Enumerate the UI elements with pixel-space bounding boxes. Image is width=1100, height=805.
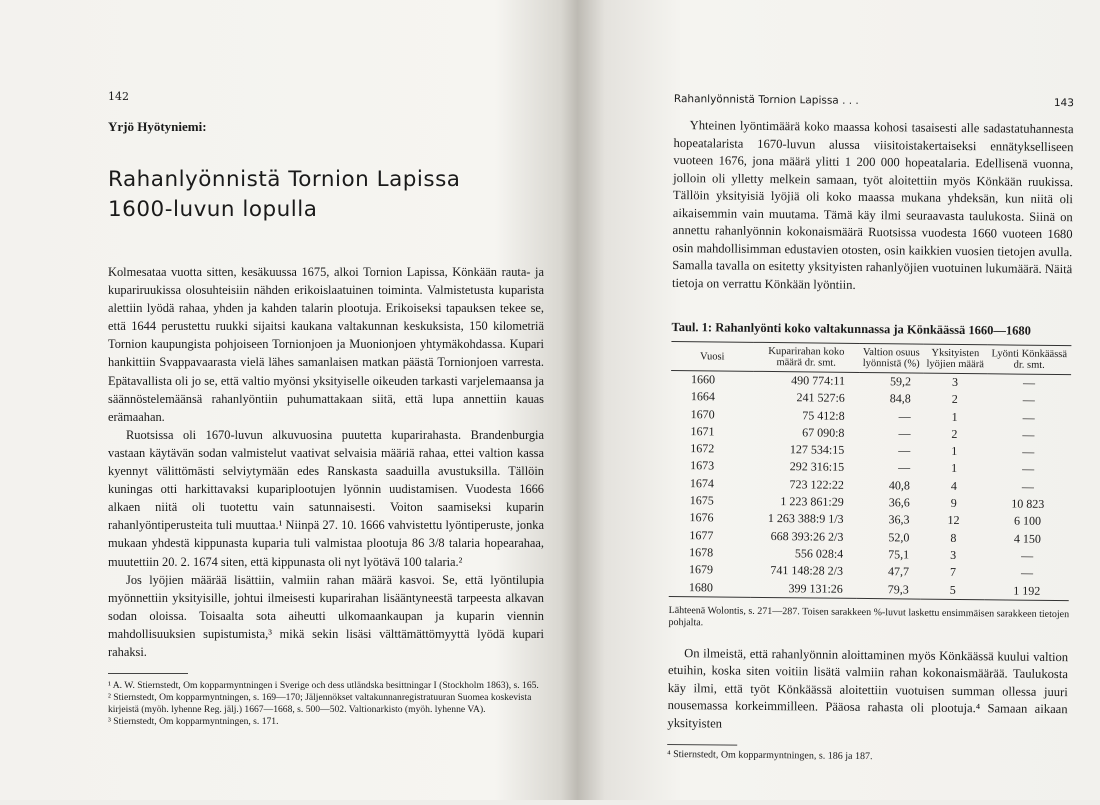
cell-year: 1672 bbox=[690, 441, 715, 456]
cell-private-minters: 2 bbox=[951, 392, 958, 407]
cell-konkaa-minting: — bbox=[1020, 565, 1034, 581]
article-title bbox=[108, 165, 575, 225]
cell-year: 1680 bbox=[669, 579, 751, 598]
paragraph: Ruotsissa oli 1670-luvun alkuvuosina puutetta kuparirahasta. Brandenburgia vastaan käytävän sodan valmistelut vaativat selvaisia määriä rahaa, ettei valtion kassa kyennyt välittömästi selviytymään edes Ranskasta saaduilla avustuksilla. Tällöin kuningas otti harkittavaksi kupariplootujen lyönnin uudistamisen. Vuodesta 1666 alkaen niitä oli tuotettu vain satunnaisesti. Voiton saamiseksi kuparin rahanlyöntiperusteita tuli muuttaa.¹ Niinpä 27. 10. 1666 vahvistettu lyöntiperuste, jonka mukaan yhdestä kippunasta kuparia tuli valmistaa plootuja 86 3/8 talaria hopearahaa, muutettiin 20. 2. 1674 siten, että kippunasta oli nyt lyötävä 100 talaria.² bbox=[108, 427, 544, 569]
cell-konkaa-minting: — bbox=[1022, 462, 1035, 477]
cell-total-amount: 556 028:4 bbox=[794, 546, 844, 561]
cell-state-share: 36,6 bbox=[888, 495, 910, 510]
table-caption: Taul. 1: Rahanlyönti koko valtakunnassa ja Könkäässä 1660—1680 bbox=[671, 319, 1032, 338]
cell-konkaa-minting: — bbox=[1021, 479, 1035, 494]
table-header-row bbox=[671, 341, 1071, 374]
cell-year: 1675 bbox=[689, 493, 714, 508]
title-line-2: 1600-luvun lopulla bbox=[108, 197, 318, 222]
right-body-text-2 bbox=[667, 645, 1068, 737]
running-head: Rahanlyönnistä Tornion Lapissa . . . bbox=[673, 92, 859, 107]
cell-private-minters: 3 bbox=[950, 547, 957, 562]
header-total-amount: Kuparirahan koko määrä dr. smt. bbox=[753, 342, 859, 372]
left-body-text bbox=[108, 263, 544, 661]
cell-private-minters: 1 bbox=[951, 461, 958, 476]
cell-year: 1678 bbox=[689, 545, 714, 560]
cell-total-amount: 399 131:26 bbox=[751, 579, 857, 598]
cell-state-share: 52,0 bbox=[888, 529, 910, 545]
cell-state-share: — bbox=[898, 426, 911, 441]
footnote-divider bbox=[108, 673, 188, 674]
cell-private-minters: 8 bbox=[950, 530, 957, 545]
cell-private-minters: 4 bbox=[950, 478, 958, 493]
cell-state-share: — bbox=[898, 408, 911, 424]
cell-year: 1673 bbox=[690, 458, 715, 473]
cell-year: 1674 bbox=[689, 475, 715, 491]
cell-state-share: 59,2 bbox=[889, 374, 912, 389]
cell-konkaa-minting: 6 100 bbox=[1013, 513, 1042, 529]
cell-total-amount: 241 527:6 bbox=[796, 390, 845, 406]
cell-state-share: 36,3 bbox=[888, 512, 910, 527]
cell-state-share: 47,7 bbox=[887, 564, 910, 579]
paragraph: On ilmeistä, että rahanlyönnin aloittaminen myös Könkäässä kuului valtion etuihin, koska siten voitiin lisätä valmiin rahan kokonaismäärää. Taulukosta käy ilmi, että työt Könkäässä aloitettiin vuotuisen summan ollessa juuri nousemassa korkeimmilleen. Pääosa rahasta oli plootuja.⁴ Samaan aikaan yksityisten bbox=[667, 645, 1069, 731]
table-row bbox=[669, 579, 1069, 601]
paragraph: Jos lyöjien määrää lisättiin, valmiin rahan määrä kasvoi. Se, että lyöntilupia myönnettiin yksityisille, johtui ilmeisesti kuparirahan lisääntyneestä tarpeesta alkavan sodan oloissa. Toisaalta sota aiheutti ulkomaankaupan ja kuparin viennin mahdollisuuksien supistumista,³ mikä sekin lisäsi välttämättömyyttä lyödä kupari rahaksi. bbox=[108, 572, 544, 659]
cell-konkaa-minting: — bbox=[1022, 392, 1035, 408]
footnote: ² Stiernstedt, Om kopparmyntningen, s. 169—170; Jäljennökset valtakunnanregistratuuran Suomea koskevista kirjeistä (myöh. lyhenne Reg. jälj.) 1667—1668, s. 500—502. Valtionarkisto (myöh. lyhenne VA). bbox=[108, 692, 532, 715]
cell-state-share: 75,1 bbox=[888, 547, 910, 562]
cell-year: 1660 bbox=[690, 372, 716, 387]
cell-private-minters: 1 bbox=[951, 409, 958, 424]
right-header bbox=[674, 93, 1074, 109]
cell-total-amount: 668 393:26 2/3 bbox=[770, 528, 844, 544]
cell-konkaa-minting: — bbox=[1021, 548, 1034, 563]
cell-total-amount: 490 774:11 bbox=[791, 373, 846, 388]
footnote-divider bbox=[667, 744, 737, 746]
cell-konkaa-minting: 10 823 bbox=[1011, 496, 1045, 511]
cell-total-amount: 723 122:22 bbox=[789, 477, 845, 492]
cell-private-minters: 5 bbox=[921, 581, 985, 599]
cell-total-amount: 75 412:8 bbox=[802, 407, 845, 423]
cell-year: 1670 bbox=[690, 406, 715, 422]
cell-private-minters: 12 bbox=[947, 513, 960, 528]
cell-state-share: — bbox=[898, 443, 911, 458]
cell-state-share: 40,8 bbox=[888, 478, 911, 493]
cell-year: 1677 bbox=[689, 527, 714, 543]
right-body-text bbox=[672, 117, 1074, 296]
cell-total-amount: 127 534:15 bbox=[789, 442, 845, 457]
cell-year: 1679 bbox=[688, 562, 714, 577]
cell-year: 1676 bbox=[689, 510, 714, 525]
cell-state-share: — bbox=[898, 460, 911, 475]
cell-total-amount: 1 263 388:9 1/3 bbox=[767, 511, 844, 527]
cell-total-amount: 67 090:8 bbox=[802, 425, 845, 440]
cell-year: 1671 bbox=[690, 424, 715, 439]
cell-konkaa-minting: — bbox=[1022, 427, 1035, 442]
author-name: Yrjö Hyötyniemi: bbox=[108, 119, 207, 134]
cell-private-minters: 9 bbox=[950, 495, 957, 511]
cell-konkaa-minting: 4 150 bbox=[1013, 531, 1041, 546]
header-private-minters: Yksityisten lyöjien määrä bbox=[923, 344, 987, 374]
cell-konkaa-minting: — bbox=[1022, 375, 1036, 390]
cell-total-amount: 741 148:28 2/3 bbox=[770, 563, 844, 579]
header-year: Vuosi bbox=[671, 341, 753, 371]
footnote: ³ Stiernstedt, Om kopparmyntningen, s. 171. bbox=[108, 716, 279, 728]
title-line-1: Rahanlyönnistä Tornion Lapissa bbox=[108, 167, 461, 192]
cell-state-share: 84,8 bbox=[889, 391, 911, 406]
cell-year: 1664 bbox=[690, 389, 715, 404]
paragraph: Kolmesataa vuotta sitten, kesäkuussa 1675, alkoi Tornion Lapissa, Könkään rauta- ja kupariruukissa olosuhteisiin nähden erikoislaatuinen toiminta. Valmistetusta kuparista alettiin lyödä rahaa, yhden ja kahden talarin plootuja. Erikoiseksi tapauksen tekee se, että 1644 perustettu ruukki sijaitsi kaukana valtakunnan keskuksista, 150 kilometriä Tornion kaupungista pohjoiseen Tornionjoen ja Muonionjoen yhtymäkohdassa. Kupari hankittiin Svappavaarasta vielä lähes samanlaisen matkan päästä Tornionjoen varresta. Epätavallista oli jo se, että valtio myönsi yksityiselle oikeuden tarkasti varjelemaansa ja säännöstelemäänsä rahanlyöntiin puhumattakaan siitä, että lupa annettiin kauas erämaahan. bbox=[108, 265, 544, 424]
paragraph: Yhteinen lyöntimäärä koko maassa kohosi tasaisesti alle sadastatuhannesta hopeatalarista 1670-luvun alussa viisitoistakertaiseksi ennätykselliseen vuoteen 1676, jona määrä ylitti 1 200 000 hopeatalaria. Edellisenä vuonna, jolloin oli ylletty melkein samaan, työt aloitettiin myös Könkään ruukissa. Tällöin yksityisiä lyöjiä oli koko maassa mukana yhdeksän, kun niitä oli aikaisemmin vain muutama. Tämä käy ilmi seuraavasta taulukosta. Siinä on annettu rahanlyönnin kokonaismäärä Ruotsissa vuodesta 1660 vuoteen 1680 osin mahdollisimman edustavien otosten, osin kaikkien vuosien tietojen avulla. Samalla tavalla on esitetty yksityisten rahanlyöjien vuotuinen lukumäärä. Näitä tietoja on verrattu Könkään lyöntiin. bbox=[671, 118, 1074, 292]
left-footnotes bbox=[108, 680, 544, 728]
header-state-share: Valtion osuus lyönnistä (%) bbox=[859, 343, 923, 373]
table-source-note: Lähteenä Wolontis, s. 271—287. Toisen sarakkeen %-luvut laskettu ensimmäisen sarakkeen tietojen pohjalta. bbox=[668, 604, 1070, 629]
cell-private-minters: 2 bbox=[951, 426, 958, 441]
page-number-right: 143 bbox=[1053, 96, 1075, 110]
cell-state-share: 79,3 bbox=[857, 580, 921, 598]
footnote: ⁴ Stiernstedt, Om kopparmyntningen, s. 186 ja 187. bbox=[667, 749, 873, 763]
footnote: ¹ A. W. Stiernstedt, Om kopparmyntningen i Sverige och dess utländska besittningar I (Stockholm 1863), s. 165. bbox=[108, 680, 539, 692]
cell-private-minters: 3 bbox=[951, 374, 959, 389]
cell-total-amount: 292 316:15 bbox=[789, 459, 845, 475]
page-number-left: 142 bbox=[108, 90, 129, 103]
cell-konkaa-minting: 1 192 bbox=[985, 582, 1069, 601]
cell-private-minters: 7 bbox=[949, 565, 957, 580]
cell-private-minters: 1 bbox=[951, 444, 958, 459]
cell-konkaa-minting: — bbox=[1022, 444, 1035, 459]
right-page bbox=[572, 0, 1100, 805]
cell-total-amount: 1 223 861:29 bbox=[780, 494, 844, 509]
header-konkaa-minting: Lyönti Könkäässä dr. smt. bbox=[987, 345, 1071, 375]
cell-konkaa-minting: — bbox=[1022, 410, 1035, 425]
coinage-table bbox=[669, 341, 1072, 601]
